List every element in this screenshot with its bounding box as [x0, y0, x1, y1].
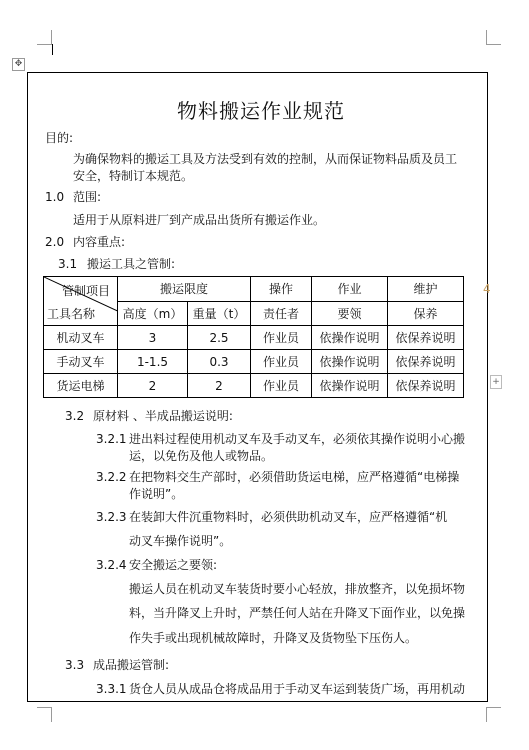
purpose-text-line1: 为确保物料的搬运工具及方法受到有效的控制，从而保证物料品质及员工 — [73, 152, 458, 166]
work-cell: 依操作说明 — [312, 374, 388, 398]
scope-text: 适用于从原料进厂到产成品出货所有搬运作业。 — [73, 213, 326, 227]
margin-marker-icon: 4 — [483, 282, 491, 296]
subheader-responsible: 责任者 — [251, 301, 312, 326]
work-cell: 依操作说明 — [312, 350, 388, 374]
section-3-3-heading: 成品搬运管制: — [93, 658, 170, 672]
section-3-2-2-line2: 作说明”。 — [129, 487, 184, 501]
section-3-3-1-line1: 货仓人员从成品仓将成品用于手动叉车运到装货广场，再用机动 — [129, 682, 466, 696]
corner-label-tool-name: 工具名称 — [47, 307, 96, 321]
section-3-3-number: 3.3 — [65, 658, 85, 672]
table-corner-cell — [44, 277, 118, 326]
content-number: 2.0 — [45, 235, 65, 249]
weight-cell: 2 — [188, 374, 251, 398]
height-cell: 2 — [118, 374, 188, 398]
height-cell: 3 — [118, 326, 188, 350]
transport-tools-table — [43, 276, 464, 398]
section-3-2-3-line1: 在装卸大件沉重物料时，必须供助机动叉车，应严格遵循“机 — [129, 510, 448, 524]
section-3-3-1-number: 3.3.1 — [96, 682, 127, 696]
weight-cell: 0.3 — [188, 350, 251, 374]
section-3-1-number: 3.1 — [58, 257, 78, 271]
header-work: 作业 — [312, 277, 388, 302]
section-3-2-4-number: 3.2.4 — [96, 558, 127, 572]
section-3-2-3-number: 3.2.3 — [96, 510, 127, 524]
tool-name-cell: 机动叉车 — [44, 326, 118, 350]
subheader-upkeep: 保养 — [388, 301, 464, 326]
section-3-2-4-line2: 料，当升降叉上升时，严禁任何人站在升降叉下面作业，以免操 — [129, 606, 466, 620]
subheader-essentials: 要领 — [312, 301, 388, 326]
section-3-2-4-line1: 搬运人员在机动叉车装货时要小心轻放，排放整齐，以免损坏物 — [129, 582, 466, 596]
height-cell: 1-1.5 — [118, 350, 188, 374]
tool-name-cell: 货运电梯 — [44, 374, 118, 398]
corner-label-control-items: 管制项目 — [62, 284, 111, 298]
section-3-2-1-line1: 进出料过程使用机动叉车及手动叉车，必须依其操作说明小心搬 — [129, 432, 466, 446]
subheader-height: 高度（m） — [118, 301, 188, 326]
section-3-2-number: 3.2 — [65, 409, 85, 423]
responsible-cell: 作业员 — [251, 350, 312, 374]
scope-number: 1.0 — [45, 190, 65, 204]
weight-cell: 2.5 — [188, 326, 251, 350]
purpose-text-line2: 安全，特制订本规范。 — [73, 169, 194, 183]
crop-mark-top-left — [37, 30, 52, 45]
subheader-weight: 重量（t） — [188, 301, 251, 326]
crop-mark-bottom-left — [37, 707, 52, 722]
text-cursor — [52, 44, 53, 55]
table-row — [44, 374, 464, 398]
section-3-2-3-line2: 动叉车操作说明”。 — [129, 534, 232, 548]
content-heading: 内容重点: — [73, 235, 126, 249]
maintenance-cell: 依保养说明 — [388, 374, 464, 398]
responsible-cell: 作业员 — [251, 374, 312, 398]
tool-name-cell: 手动叉车 — [44, 350, 118, 374]
section-3-2-4-line3: 作失手或出现机械故障时，升降叉及货物坠下压伤人。 — [129, 631, 418, 645]
table-row — [44, 350, 464, 374]
section-3-1-heading: 搬运工具之管制: — [87, 257, 176, 271]
table-row — [44, 326, 464, 350]
section-3-2-1-line2: 运，以免伤及他人或物品。 — [129, 449, 274, 463]
purpose-heading: 目的: — [45, 131, 74, 145]
header-operation: 操作 — [251, 277, 312, 302]
table-move-handle-icon[interactable]: ✥ — [12, 58, 25, 71]
section-3-2-1-number: 3.2.1 — [96, 432, 127, 446]
crop-mark-bottom-right — [486, 707, 501, 722]
header-maintenance: 维护 — [388, 277, 464, 302]
crop-mark-top-right — [486, 30, 501, 45]
section-3-2-heading: 原材料 、半成品搬运说明: — [93, 409, 233, 423]
scope-heading: 范围: — [73, 190, 102, 204]
section-3-2-2-line1: 在把物料交生产部时，必须借助货运电梯，应严格遵循“电梯操 — [129, 470, 460, 484]
maintenance-cell: 依保养说明 — [388, 350, 464, 374]
header-transport-limit: 搬运限度 — [118, 277, 251, 302]
section-3-2-2-number: 3.2.2 — [96, 470, 127, 484]
document-title: 物料搬运作业规范 — [177, 99, 345, 123]
maintenance-cell: 依保养说明 — [388, 326, 464, 350]
section-3-2-4-heading: 安全搬运之要领: — [129, 558, 218, 572]
responsible-cell: 作业员 — [251, 326, 312, 350]
work-cell: 依操作说明 — [312, 326, 388, 350]
add-row-plus-icon[interactable]: + — [490, 375, 502, 389]
